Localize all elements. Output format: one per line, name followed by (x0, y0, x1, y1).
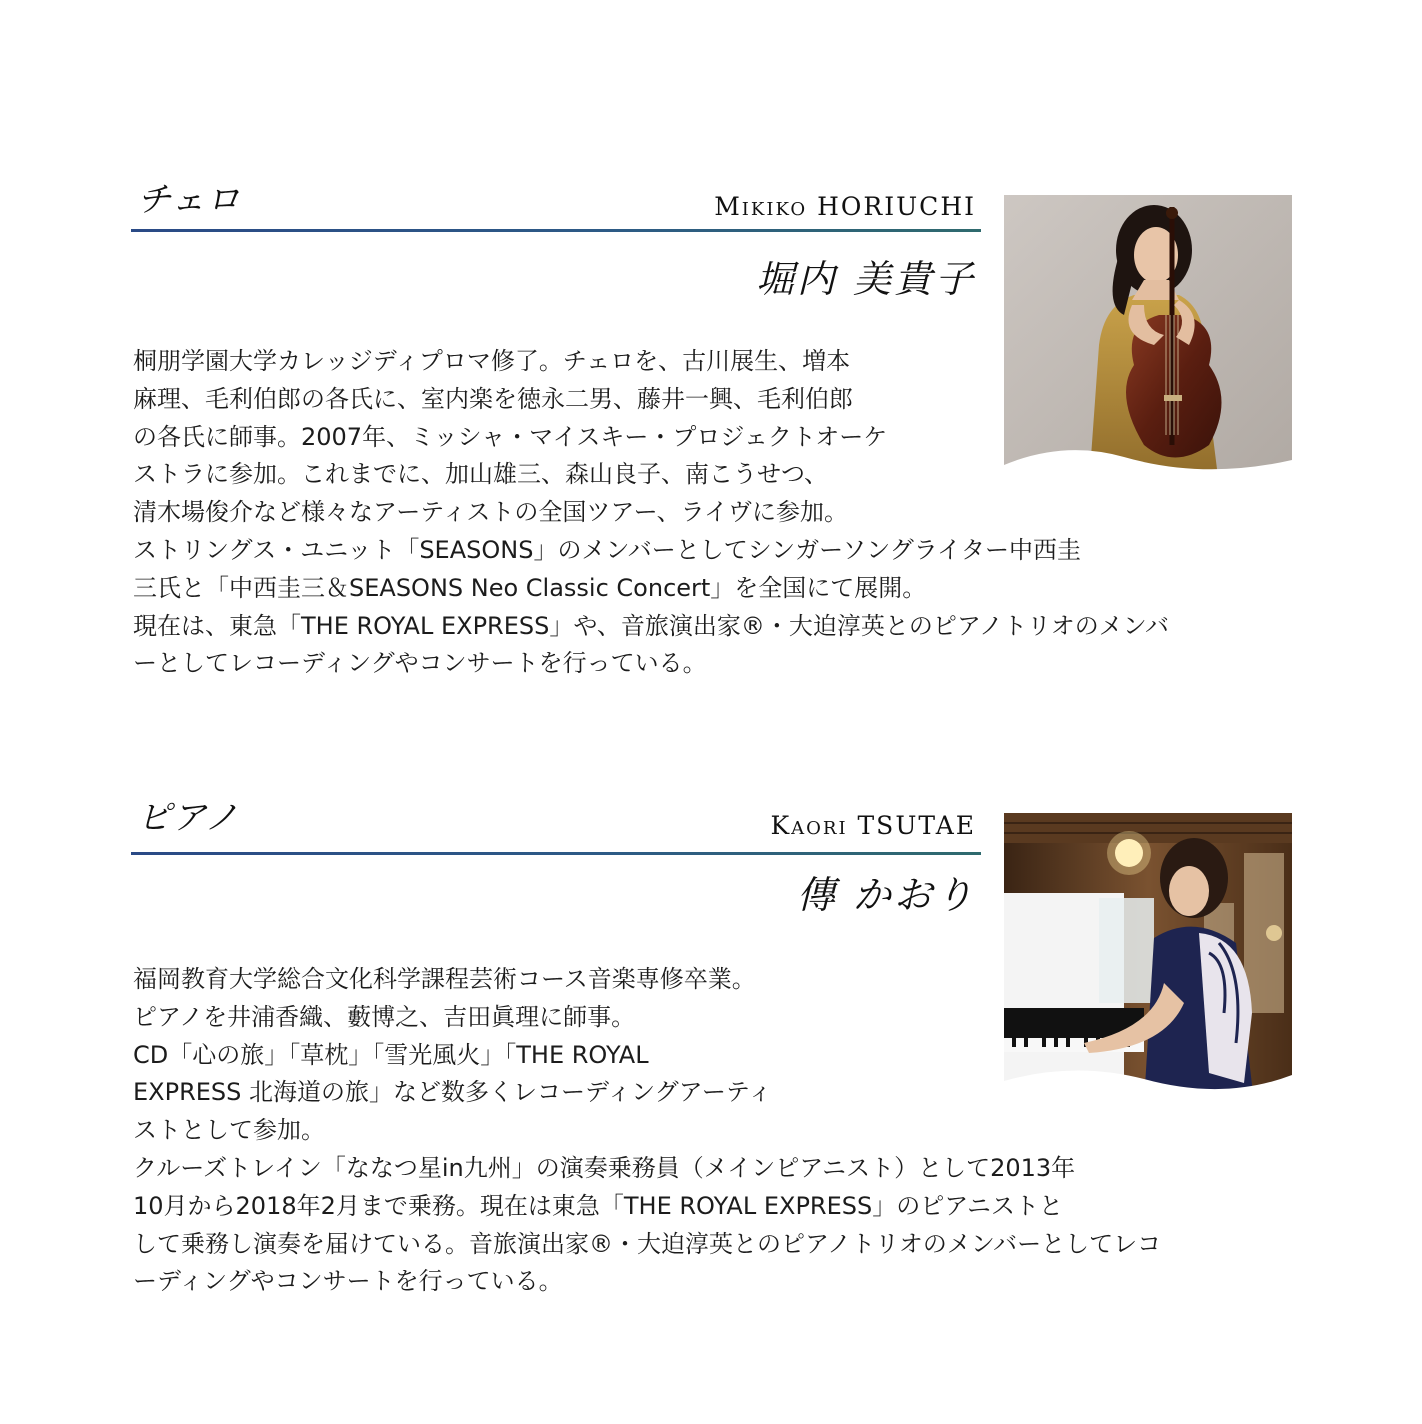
divider-line (131, 229, 981, 232)
bio-line: ピアノを井浦香織、藪博之、吉田眞理に師事。 (133, 1002, 636, 1031)
name-roman: Kaori TSUTAE (770, 811, 976, 840)
bio-line: の各氏に師事。2007年、ミッシャ・マイスキー・プロジェクトオーケ (133, 422, 888, 451)
name-japanese: 傳 かおり (796, 873, 976, 917)
bio-line: して乗務し演奏を届けている。音旅演出家®・大迫淳英とのピアノトリオのメンバーとしてレコ (133, 1229, 1162, 1258)
bio-line: EXPRESS 北海道の旅」など数多くレコーディングアーティ (133, 1078, 772, 1107)
bio-line: ストとして参加。 (133, 1116, 325, 1145)
bio-line: 福岡教育大学総合文化科学課程芸術コース音楽専修卒業。 (133, 965, 756, 993)
bio-line: 三氏と「中西圭三＆SEASONS Neo Classic Concert」を全国にて展開。 (133, 573, 927, 602)
biography-text (133, 343, 1169, 683)
bio-line: 10月から2018年2月まで乗務。現在は東急「THE ROYAL EXPRESS」のピアニストと (133, 1191, 1064, 1220)
divider-line (131, 852, 981, 855)
bio-line: ストリングス・ユニット「SEASONS」のメンバーとしてシンガーソングライター中西圭 (133, 535, 1082, 564)
bio-line: CD「心の旅」「草枕」「雪光風火」「THE ROYAL (133, 1040, 649, 1069)
instrument-label: チェロ (137, 180, 241, 220)
biography-text (133, 961, 1161, 1301)
bio-line: ーディングやコンサートを行っている。 (133, 1267, 563, 1296)
instrument-label: ピアノ (137, 798, 240, 838)
bio-line: 現在は、東急「THE ROYAL EXPRESS」や、音旅演出家®・大迫淳英とのピアノトリオのメンバ (133, 611, 1170, 640)
bio-line: 麻理、毛利伯郎の各氏に、室内楽を徳永二男、藤井一興、毛利伯郎 (133, 384, 853, 413)
bio-line: ーとしてレコーディングやコンサートを行っている。 (133, 649, 707, 678)
bio-line: 清木場俊介など様々なアーティストの全国ツアー、ライヴに参加。 (133, 498, 848, 527)
bio-line: ストラに参加。これまでに、加山雄三、森山良子、南こうせつ、 (133, 460, 829, 489)
bio-line: 桐朋学園大学カレッジディプロマ修了。チェロを、古川展生、増本 (133, 347, 851, 375)
bio-line: クルーズトレイン「ななつ星in九州」の演奏乗務員（メインピアニスト）として2013年 (133, 1153, 1076, 1182)
name-japanese: 堀内 美貴子 (755, 257, 976, 301)
name-roman: Mikiko HORIUCHI (714, 192, 976, 221)
